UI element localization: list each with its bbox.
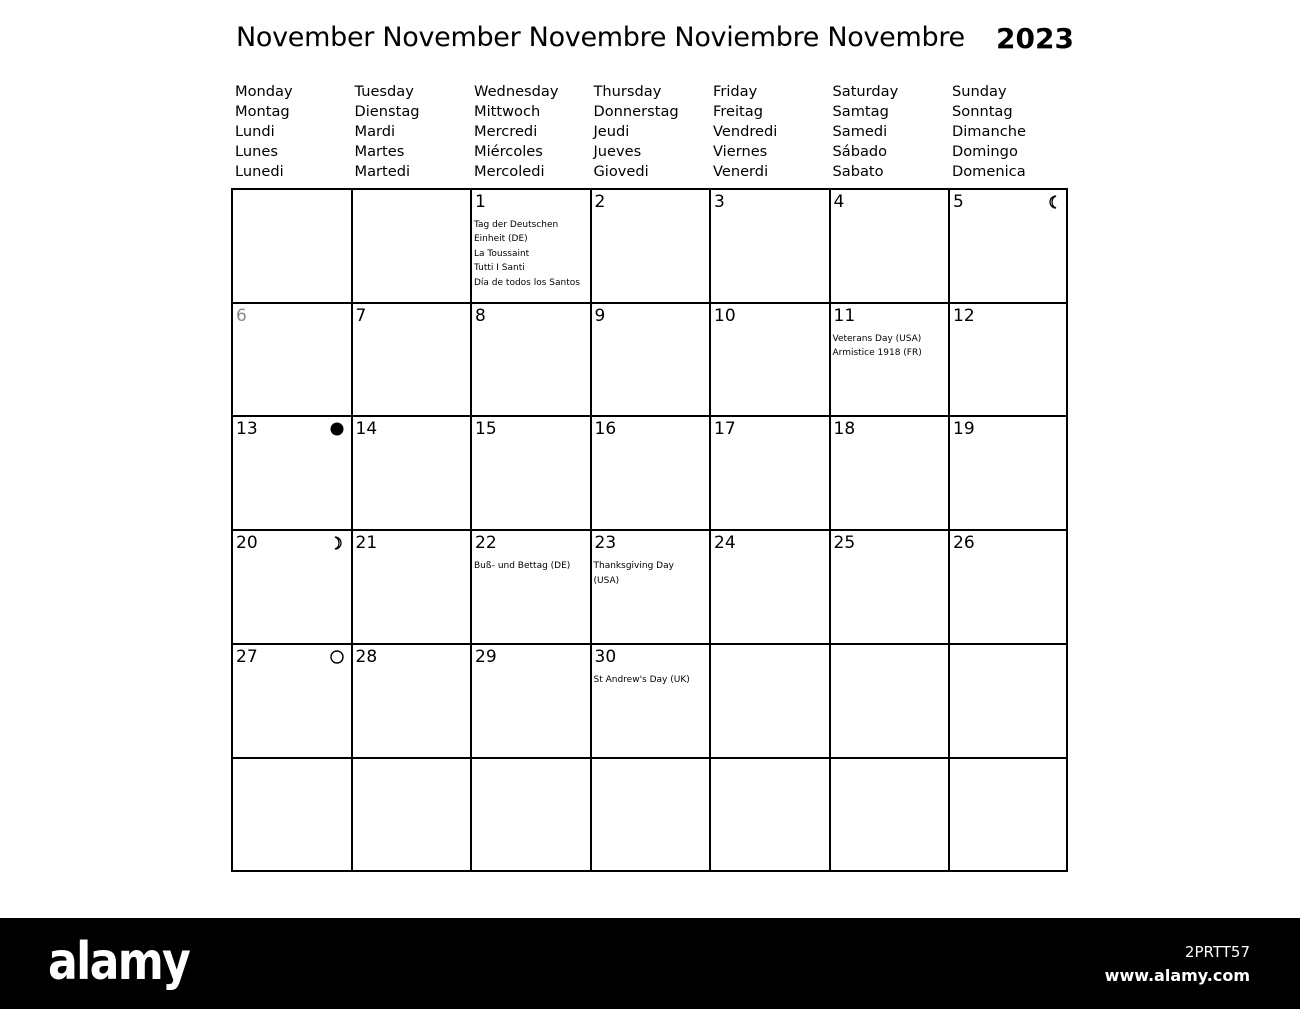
weekday-name: Viernes xyxy=(713,143,768,160)
image-id: 2PRTT57 xyxy=(1184,943,1250,961)
weekday-name: Jueves xyxy=(593,143,642,160)
weekday-name: Mittwoch xyxy=(474,103,541,120)
weekday-name: Dienstag xyxy=(354,103,420,120)
holiday-label: Tutti I Santi xyxy=(474,263,525,274)
day-number: 8 xyxy=(475,305,486,326)
day-number: 19 xyxy=(953,419,975,440)
day-number: 18 xyxy=(833,419,856,440)
weekday-name: Jeudi xyxy=(593,123,630,140)
day-number: 7 xyxy=(355,305,367,326)
year-label: 2023 xyxy=(996,22,1074,55)
weekday-name: Vendredi xyxy=(713,123,778,140)
day-cell xyxy=(950,417,1068,529)
weekday-name: Martedi xyxy=(354,163,411,180)
weekday-name: Domingo xyxy=(952,143,1018,160)
day-cell xyxy=(233,304,351,416)
weekday-column xyxy=(833,82,951,182)
day-cell xyxy=(831,417,949,529)
weekday-column xyxy=(474,82,592,182)
weekday-name: Thursday xyxy=(593,83,662,100)
day-cell xyxy=(592,417,710,529)
weekday-name: Saturday xyxy=(832,83,899,100)
weekday-name: Venerdi xyxy=(713,163,769,180)
day-number: 24 xyxy=(714,533,736,554)
day-cell xyxy=(711,531,829,643)
weekday-name: Lundi xyxy=(235,123,275,140)
weekday-name: Samtag xyxy=(832,103,889,120)
day-number: 26 xyxy=(953,533,975,554)
day-number: 30 xyxy=(594,646,617,667)
day-number: 25 xyxy=(833,533,856,554)
weekday-name: Sonntag xyxy=(952,103,1013,120)
day-cell xyxy=(950,190,1068,302)
holiday-label: Buß- und Bettag (DE) xyxy=(474,561,571,572)
holiday-label: Thanksgiving Day xyxy=(593,561,674,572)
day-number: 29 xyxy=(475,646,497,667)
day-cell xyxy=(711,190,829,302)
holiday-label: (USA) xyxy=(593,575,620,586)
weekday-column xyxy=(713,82,831,182)
weekday-name: Tuesday xyxy=(354,83,414,100)
day-number: 10 xyxy=(714,305,736,326)
weekday-name: Miércoles xyxy=(474,143,543,160)
brand-logo: alamy xyxy=(48,932,190,992)
holiday-label: St Andrew's Day (UK) xyxy=(593,674,690,685)
weekday-column xyxy=(355,82,473,182)
day-cell xyxy=(592,304,710,416)
weekday-name: Montag xyxy=(235,103,290,120)
weekday-name: Donnerstag xyxy=(593,103,679,120)
day-number: 3 xyxy=(714,192,725,212)
weekday-name: Sunday xyxy=(952,83,1007,100)
day-number: 28 xyxy=(355,646,378,667)
new-moon-icon xyxy=(329,421,345,437)
last-quarter-moon-icon xyxy=(1046,194,1062,210)
weekday-column xyxy=(235,82,353,182)
holiday-label: Día de todos los Santos xyxy=(474,277,580,288)
day-cell xyxy=(472,645,590,757)
holiday-label: Tag der Deutschen xyxy=(474,220,559,230)
holiday-label: Einheit (DE) xyxy=(474,234,528,245)
holiday-list xyxy=(474,559,589,573)
site-url: www.alamy.com xyxy=(1104,966,1250,985)
footer-bar xyxy=(0,918,1300,1009)
day-number: 21 xyxy=(355,533,378,554)
page-title: November November Novembre Noviembre Novembre xyxy=(236,22,965,53)
day-cell xyxy=(353,304,471,416)
weekday-name: Friday xyxy=(713,83,758,100)
weekday-name: Dimanche xyxy=(952,123,1026,140)
day-cell xyxy=(472,304,590,416)
day-cell xyxy=(353,645,471,757)
day-cell xyxy=(950,531,1068,643)
day-cell xyxy=(592,645,710,757)
weekday-name: Samedi xyxy=(832,123,888,140)
day-number: 2 xyxy=(594,192,606,212)
weekday-name: Domenica xyxy=(952,163,1026,180)
day-number: 23 xyxy=(594,533,617,554)
grid-divider xyxy=(233,757,1066,759)
holiday-list xyxy=(594,673,709,687)
image-credit xyxy=(1105,940,1250,988)
day-cell xyxy=(950,304,1068,416)
day-number: 4 xyxy=(833,192,845,212)
holiday-label: Armistice 1918 (FR) xyxy=(832,348,922,359)
day-cell xyxy=(233,417,351,529)
day-cell xyxy=(233,645,351,757)
day-cell xyxy=(711,417,829,529)
day-cell xyxy=(233,531,351,643)
weekday-name: Freitag xyxy=(713,103,763,120)
calendar-grid xyxy=(231,188,1068,872)
day-cell xyxy=(472,531,590,643)
weekday-name: Mardi xyxy=(354,123,396,140)
day-number: 1 xyxy=(475,192,486,212)
day-number: 6 xyxy=(236,305,247,326)
weekday-name: Monday xyxy=(235,83,293,100)
day-number: 13 xyxy=(236,419,258,440)
weekday-name: Wednesday xyxy=(474,83,559,100)
day-cell xyxy=(831,531,949,643)
day-number: 27 xyxy=(236,646,258,667)
day-number: 12 xyxy=(953,305,975,326)
holiday-list xyxy=(594,559,709,588)
weekday-name: Lunes xyxy=(235,143,278,160)
day-number: 11 xyxy=(833,305,856,326)
day-cell xyxy=(353,531,471,643)
day-cell xyxy=(711,304,829,416)
weekday-name: Martes xyxy=(354,143,405,160)
weekday-name: Giovedi xyxy=(593,163,649,180)
day-number: 9 xyxy=(594,305,606,326)
weekday-name: Sábado xyxy=(832,143,888,160)
day-number: 22 xyxy=(475,533,497,554)
day-cell xyxy=(472,417,590,529)
day-cell xyxy=(831,304,949,416)
weekday-column xyxy=(594,82,712,182)
day-cell xyxy=(472,190,590,302)
day-number: 16 xyxy=(594,419,617,440)
full-moon-icon xyxy=(329,649,345,665)
day-number: 14 xyxy=(355,419,378,440)
day-number: 5 xyxy=(953,192,964,212)
weekday-name: Sabato xyxy=(832,163,884,180)
day-cell xyxy=(592,190,710,302)
holiday-list xyxy=(833,332,948,361)
day-cell xyxy=(831,190,949,302)
weekday-name: Mercredi xyxy=(474,123,538,140)
day-number: 17 xyxy=(714,419,736,440)
first-quarter-moon-icon xyxy=(329,535,345,551)
day-number: 15 xyxy=(475,419,497,440)
weekday-name: Lunedi xyxy=(235,163,284,180)
day-cell xyxy=(592,531,710,643)
day-number: 20 xyxy=(236,533,258,554)
weekday-name: Mercoledi xyxy=(474,163,545,180)
holiday-list xyxy=(474,218,589,290)
holiday-label: Veterans Day (USA) xyxy=(832,333,922,344)
weekday-column xyxy=(952,82,1070,182)
day-cell xyxy=(353,417,471,529)
holiday-label: La Toussaint xyxy=(474,248,530,259)
